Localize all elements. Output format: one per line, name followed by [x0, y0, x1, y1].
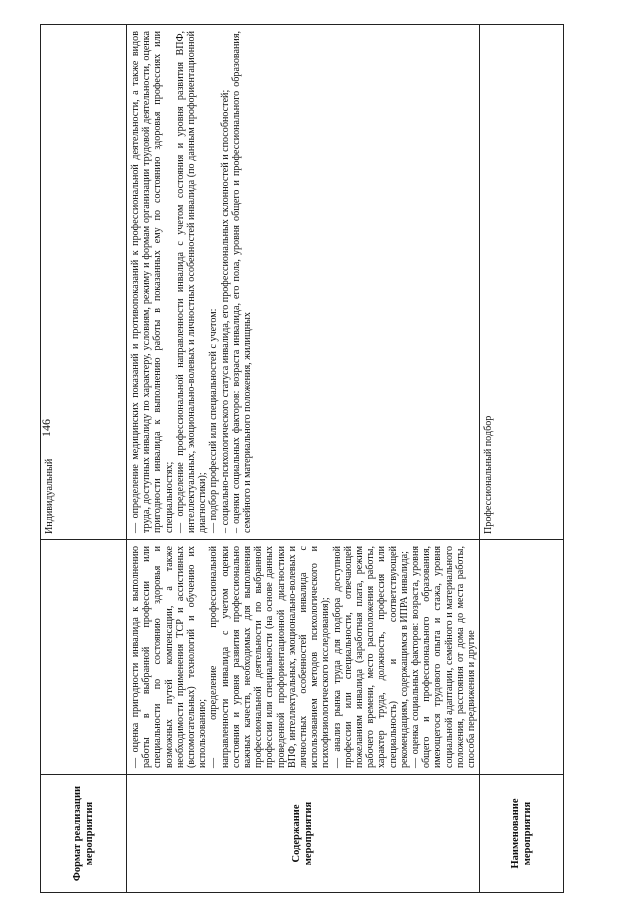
measure-name: [480, 540, 486, 774]
content-item: – оценки социальных факторов: возраста инвалида, его пола, уровня общего и профессионального образования, семейного и материального положения, жилищных: [230, 31, 254, 533]
page-number: 146: [38, 419, 53, 437]
content-cell-0: [127, 540, 480, 775]
content-item: – социально-психологического статуса инвалида, его профессиональных склонностей и способностей;: [219, 89, 231, 533]
content-item: — определение профессиональной направленности инвалида с учетом оценки состояния и уровня развития профессионально важных качеств, необходимых для выполнения профессиональной деятельности по выбранной профессии или специальности (на основе данных проведенной профориентационной диагностики ВПФ, интеллектуальных, эмоционально-волевых и личностных особенностей инвалида с использованием методов психологического и психофизиологического исследования);: [208, 546, 332, 768]
content-item: — определение профессиональной направленности инвалида с учетом состояния и уровня развития ВПФ, интеллектуальных, эмоционально-волевых и личностных особенностей инвалида (по данным профориентационной диагностики);: [174, 31, 209, 533]
measures-table: [40, 24, 564, 893]
header-format: Формат реализации мероприятия: [41, 775, 127, 893]
content-item: — оценка социальных факторов: возраста, уровня общего и профессионального образования, имеющегося трудового опыта и стажа, уровня социальной адаптации, семейного и материального положения, расстояния от дома до места работы, способа передвижения и другие: [410, 546, 478, 768]
name-cell-1: [480, 25, 564, 540]
header-name: Наименование мероприятия: [480, 775, 564, 893]
content-cell-1: [127, 25, 480, 540]
measure-format: Индивидуальный: [44, 458, 55, 534]
rotated-page: [40, 25, 540, 893]
measure-name: Профессиональный подбор: [483, 415, 495, 534]
format-cell-1: [41, 25, 127, 540]
content-item: — анализ рынка труда для подбора доступной профессии или специальности, отвечающей пожеланиям инвалида (заработная плата, режим рабочего времени, место расположения работы, характер труда, должность, профессия или специальность) и соответствующей рекомендациям, содержащимся в ИПРА инвалида;: [331, 546, 410, 768]
content-item: — подбор профессий или специальностей с учетом:: [208, 308, 220, 533]
name-cell-0: [480, 540, 564, 775]
header-content: Содержание мероприятия: [127, 775, 480, 893]
content-item: — оценка пригодности инвалида к выполнению работы в выбранной профессии или специальности по состоянию здоровья и возможных путей компенсации, а также необходимости применения ТСР и ассистивных (вспомогательных) технологий и обучению их использованию;: [130, 546, 209, 768]
content-item: — определение медицинских показаний и противопоказаний к профессиональной деятельности, а также видов труда, доступных инвалиду по характеру, условиям, режиму и формам организации трудовой деятельности, оценка пригодности инвалида к выполнению работы в показанных ему по состоянию здоровья профессиях или специальностях;: [130, 31, 175, 533]
measure-format: [41, 540, 47, 774]
format-cell-0: [41, 540, 127, 775]
